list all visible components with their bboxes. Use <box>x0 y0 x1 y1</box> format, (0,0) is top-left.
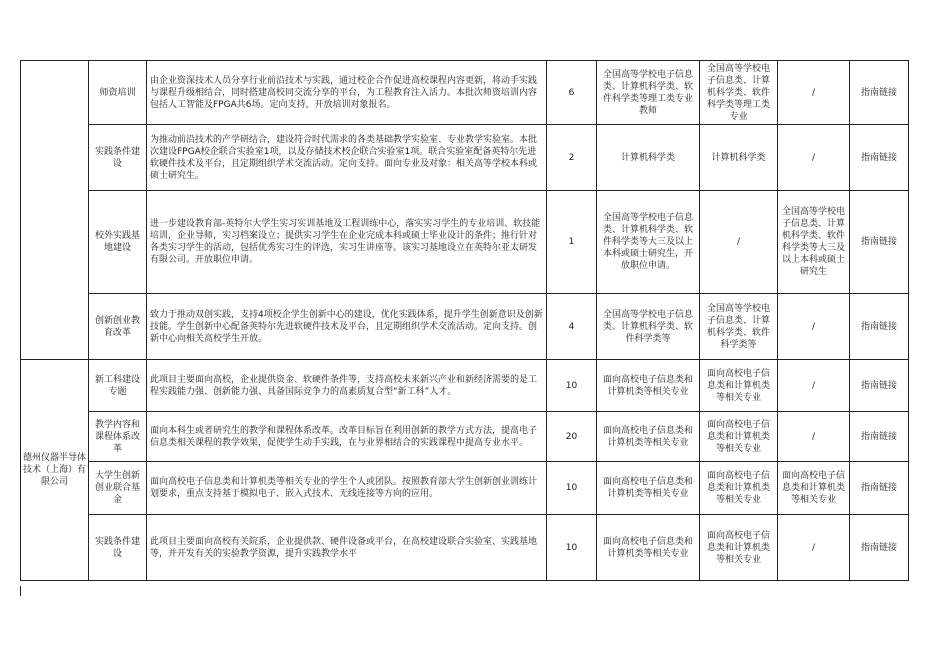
project-name: 实践条件建设 <box>89 515 147 581</box>
project-description: 为推动前沿技术的产学研结合，建设符合时代需求的各类基础教学实验室、专业教学实验室。本批次建设FPGA校企联合实验室1项，以及存储技术校企联合实验室1项。联合实验室配备英特尔先进软硬件技术及平台，且定期组织学术交流活动。定向支持。面向专业及对象：相关高等学校本科或硕士研究生。 <box>147 125 547 191</box>
project-name: 教学内容和课程体系改革 <box>89 412 147 462</box>
table-row <box>21 294 909 360</box>
project-name: 校外实践基地建设 <box>89 191 147 294</box>
project-description: 致力于推动双创实践，支持4项校企学生创新中心的建设，优化实践体系，提升学生创新意识及创新技能。学生创新中心配备英特尔先进软硬件技术及平台，且定期组织学术交流活动。定向支持。创新中心向相关高校学生开放。 <box>147 294 547 360</box>
project-description: 进一步建设教育部-英特尔大学生实习实训基地及工程训练中心，落实实习学生的专业培训、软技能培训，企业导师，实习档案设立；提供实习学生在企业完成本科或硕士毕业设计的条件；推行针对各类实习学生的活动，包括优秀实习生的评选，实习生讲座等。该实习基地设立在英特尔亚太研发有限公司。开放职位申请。 <box>147 191 547 294</box>
target-audience-2: 面向高校电子信息类和计算机类等相关专业 <box>700 515 778 581</box>
project-count: 10 <box>547 515 597 581</box>
target-audience-1: 面向高校电子信息类和计算机类等相关专业 <box>597 462 700 515</box>
table-row <box>21 125 909 191</box>
guide-link[interactable]: 指南链接 <box>850 61 909 125</box>
project-count: 6 <box>547 61 597 125</box>
project-description: 面向高校电子信息类和计算机类等相关专业的学生个人或团队。按照教育部大学生创新创业训练计划要求，重点支持基于模拟电子、嵌入式技术、无线连接等方向的应用。 <box>147 462 547 515</box>
project-count: 20 <box>547 412 597 462</box>
target-audience-2: 面向高校电子信息类和计算机类等相关专业 <box>700 412 778 462</box>
target-audience-2: 全国高等学校电子信息类、计算机科学类、软件科学类等理工类专业 <box>700 61 778 125</box>
target-audience-2: 面向高校电子信息类和计算机类等相关专业 <box>700 462 778 515</box>
guide-link[interactable]: 指南链接 <box>850 125 909 191</box>
target-audience-2: / <box>700 191 778 294</box>
table-row <box>21 191 909 294</box>
guide-link[interactable]: 指南链接 <box>850 191 909 294</box>
target-audience-3: / <box>778 515 850 581</box>
guide-table-sheet <box>20 60 909 581</box>
table-row <box>21 61 909 125</box>
target-audience-1: 面向高校电子信息类和计算机类等相关专业 <box>597 515 700 581</box>
guide-link[interactable]: 指南链接 <box>850 360 909 412</box>
target-audience-1: 全国高等学校电子信息类、计算机科学类、软件科学类等理工类专业教师 <box>597 61 700 125</box>
target-audience-1: 计算机科学类 <box>597 125 700 191</box>
project-description: 由企业资深技术人员分享行业前沿技术与实践，通过校企合作促进高校课程内容更新，将动手实践与课程升级相结合，同时搭建高校同交流分享的平台，为工程教育注入活力。本批次师资培训内容包括人工智能及FPGA共6场。定向支持，开放培训对象报名。 <box>147 61 547 125</box>
target-audience-3: / <box>778 61 850 125</box>
target-audience-2: 计算机科学类 <box>700 125 778 191</box>
project-name: 新工科建设专题 <box>89 360 147 412</box>
project-description: 面向本科生或者研究生的教学和课程体系改革。改革目标旨在利用创新的教学方式方法，提高电子信息类相关课程的教学效果，促使学生动手实践，在与业界相结合的实践课程中提高专业水平。 <box>147 412 547 462</box>
target-audience-3: / <box>778 412 850 462</box>
target-audience-3: / <box>778 360 850 412</box>
table-row <box>21 360 909 412</box>
table-row <box>21 462 909 515</box>
project-description: 此项目主要面向高校，企业提供资金、软硬件条件等，支持高校未来新兴产业和新经济需要的是工程实践能力强、创新能力强、具备国际竞争力的高素质复合型“新工科”人才。 <box>147 360 547 412</box>
project-name: 师资培训 <box>89 61 147 125</box>
project-count: 10 <box>547 360 597 412</box>
table-row <box>21 515 909 581</box>
project-count: 10 <box>547 462 597 515</box>
target-audience-3: 全国高等学校电子信息类、计算机科学类、软件科学类等大三及以上本科或硕士研究生 <box>778 191 850 294</box>
target-audience-1: 全国高等学校电子信息类、计算机科学类、软件科学类等大三及以上本科或硕士研究生，开放职位申请。 <box>597 191 700 294</box>
target-audience-2: 全国高等学校电子信息类、计算机科学类、软件科学类等 <box>700 294 778 360</box>
project-name: 实践条件建设 <box>89 125 147 191</box>
table-continuation-edge <box>20 586 89 596</box>
target-audience-2: 面向高校电子信息类和计算机类等相关专业 <box>700 360 778 412</box>
project-name: 大学生创新创业联合基金 <box>89 462 147 515</box>
project-count: 1 <box>547 191 597 294</box>
target-audience-1: 面向高校电子信息类和计算机类等相关专业 <box>597 412 700 462</box>
company-name: 德州仪器半导体技术（上海）有限公司 <box>21 360 89 581</box>
project-description: 此项目主要面向高校有关院系，企业提供款、硬件设备或平台，在高校建设联合实验室、实践基地等，并开发有关的实验教学资源，提升实践教学水平 <box>147 515 547 581</box>
target-audience-3: / <box>778 125 850 191</box>
guide-link[interactable]: 指南链接 <box>850 412 909 462</box>
project-count: 4 <box>547 294 597 360</box>
target-audience-3: / <box>778 294 850 360</box>
target-audience-1: 面向高校电子信息类和计算机类等相关专业 <box>597 360 700 412</box>
table-row <box>21 412 909 462</box>
company-cell-1 <box>21 61 89 360</box>
project-name: 创新创业教育改革 <box>89 294 147 360</box>
guide-link[interactable]: 指南链接 <box>850 515 909 581</box>
target-audience-3: 面向高校电子信息类和计算机类等相关专业 <box>778 462 850 515</box>
target-audience-1: 全国高等学校电子信息类、计算机科学类、软件科学类等 <box>597 294 700 360</box>
project-table <box>20 60 909 581</box>
guide-link[interactable]: 指南链接 <box>850 294 909 360</box>
project-count: 2 <box>547 125 597 191</box>
guide-link[interactable]: 指南链接 <box>850 462 909 515</box>
